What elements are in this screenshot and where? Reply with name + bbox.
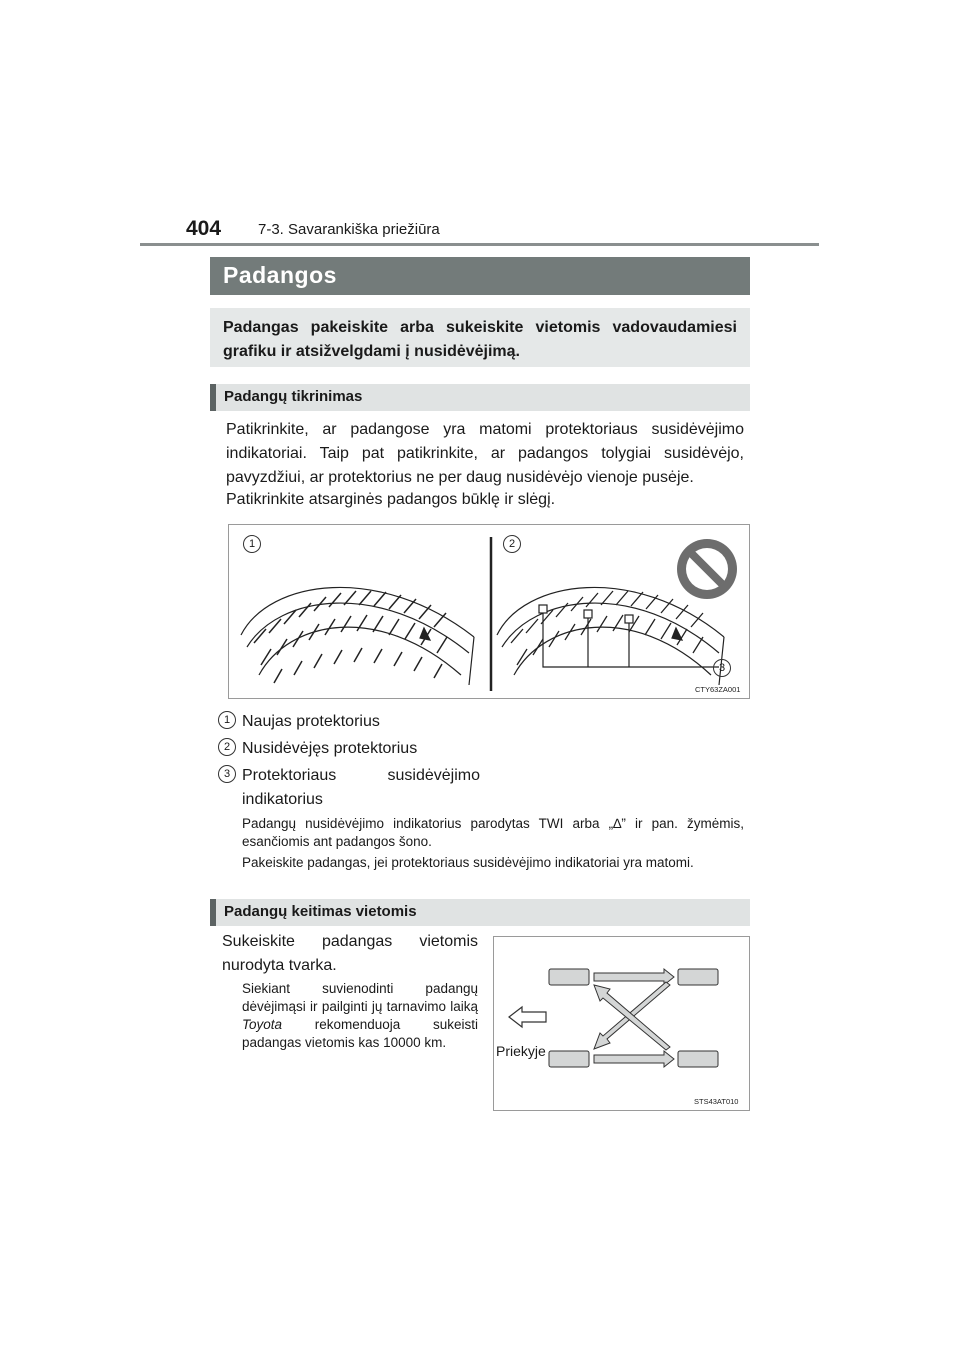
legend-text: Nusidėvėjęs protektorius xyxy=(242,740,418,757)
tread-figure xyxy=(228,524,750,699)
marker-new-tread: 1 xyxy=(243,535,261,553)
intro-box xyxy=(210,308,750,367)
legend-text: Naujas protektorius xyxy=(242,713,380,730)
figure-code: CTY63ZA001 xyxy=(695,685,741,694)
arrow-front-to-right xyxy=(594,969,674,985)
legend-number: 1 xyxy=(218,711,236,729)
section-label: 7-3. Savarankiška priežiūra xyxy=(258,221,440,238)
rotation-note-text-end: rekomenduoja sukeisti padangas vietomis kas 10000 km. xyxy=(242,1017,478,1050)
title-bar xyxy=(210,257,750,295)
inspection-heading-bar xyxy=(210,384,750,411)
tread-illustration xyxy=(229,525,749,698)
rotation-heading-bar xyxy=(210,899,750,926)
rotation-diagram xyxy=(494,937,749,1110)
arrow-rear-to-right xyxy=(594,1051,674,1067)
header-divider xyxy=(140,243,819,246)
spare-tire-paragraph: Patikrinkite atsarginės padangos būklę ir slėgį. xyxy=(226,491,556,508)
rotation-heading: Padangų keitimas vietomis xyxy=(224,903,417,920)
front-label: Priekyje xyxy=(496,1043,546,1059)
brand-name: Toyota xyxy=(242,1017,283,1032)
rotation-note-text: Siekiant suvienodinti padangų dėvėjimąsi ir pailginti jų tarnavimo laiką xyxy=(242,981,478,1014)
figure-code: STS43AT010 xyxy=(694,1097,739,1106)
indicator-note: Padangų nusidėvėjimo indikatorius parodytas TWI arba „∆” ir pan. žymėmis, esančiomis ant padangos šono. xyxy=(242,816,744,849)
marker-wear-indicator: 3 xyxy=(713,659,731,677)
rotation-figure xyxy=(493,936,750,1111)
page-title: Padangos xyxy=(223,262,337,288)
marker-worn-tread: 2 xyxy=(503,535,521,553)
legend-item-worn-tread xyxy=(218,737,478,761)
tire-rear-left xyxy=(549,1051,589,1067)
legend-number: 2 xyxy=(218,738,236,756)
inspection-paragraph: Patikrinkite, ar padangose yra matomi protektoriaus susidėvėjimo indikatoriai. Taip pat patikrinkite, ar padangos tolygiai susidėvėjo, pavyzdžiui, ar protektorius ne per daug nusidėvėjo vienoje pusėje. xyxy=(226,421,744,486)
new-tread-drawing xyxy=(241,587,474,685)
page-number: 404 xyxy=(186,217,222,240)
tire-front-left xyxy=(549,969,589,985)
legend-text: Protektoriaus susidėvėjimo indikatorius xyxy=(242,767,480,808)
tire-rear-right xyxy=(678,1051,718,1067)
heading-accent xyxy=(210,384,216,411)
intro-text: Padangas pakeiskite arba sukeiskite vietomis vadovaudamiesi grafiku ir atsižvelgdami į nusidėvėjimą. xyxy=(223,319,737,360)
worn-tread-drawing xyxy=(497,587,724,685)
prohibited-icon xyxy=(677,539,737,599)
replace-note: Pakeiskite padangas, jei protektoriaus susidėvėjimo indikatoriai yra matomi. xyxy=(242,855,694,870)
front-direction-arrow xyxy=(509,1007,546,1027)
legend-number: 3 xyxy=(218,765,236,783)
heading-accent xyxy=(210,899,216,926)
tire-front-right xyxy=(678,969,718,985)
inspection-heading: Padangų tikrinimas xyxy=(224,388,363,405)
legend-item-wear-indicator xyxy=(218,764,480,812)
rotation-note xyxy=(242,980,478,1052)
rotation-paragraph: Sukeiskite padangas vietomis nurodyta tvarka. xyxy=(222,933,478,974)
legend-item-new-tread xyxy=(218,710,478,734)
